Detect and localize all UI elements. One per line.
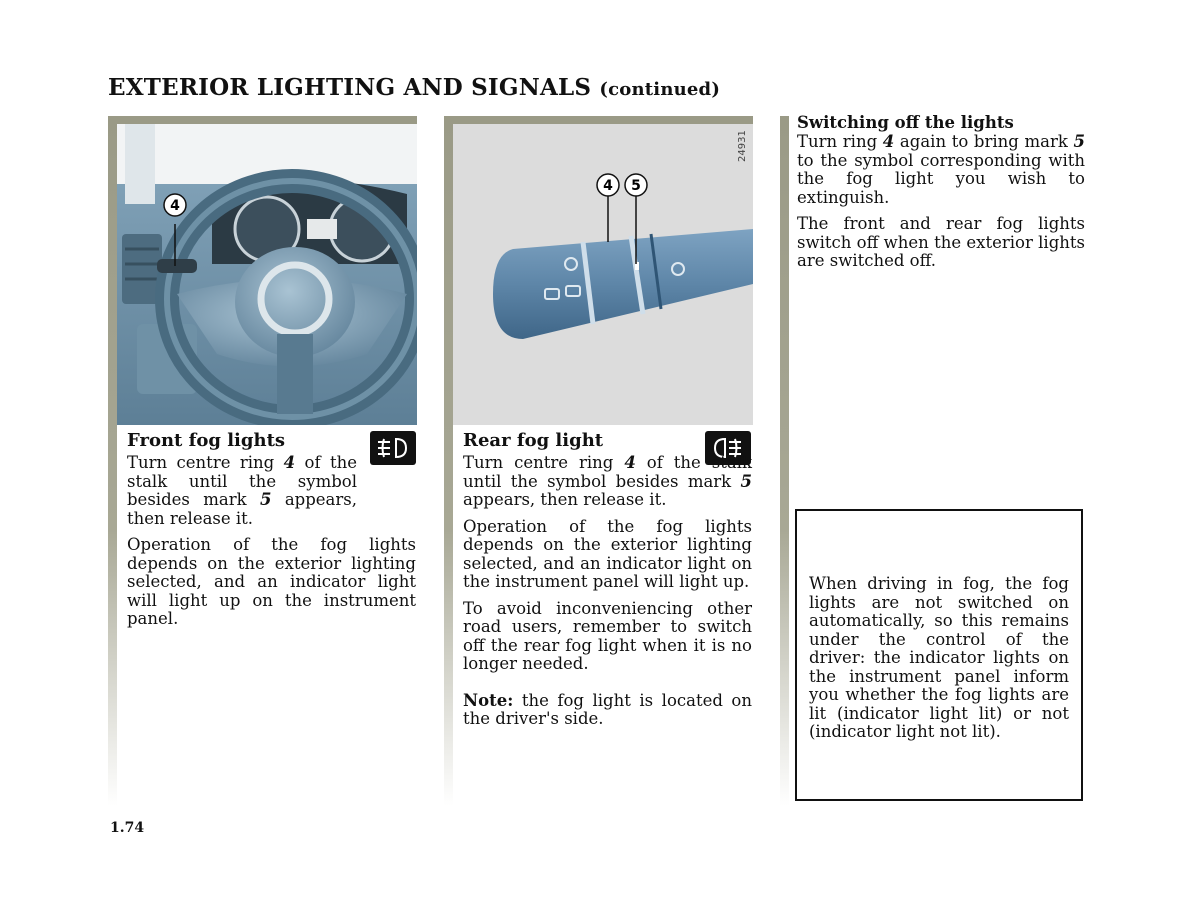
text: again to bring mark xyxy=(894,132,1074,151)
front-fog-lights-operation: Operation of the fog lights depends on the exterior lighting selected, and an indicator light will light up on the instrument panel. xyxy=(127,535,416,628)
left-top-rule xyxy=(108,116,417,124)
note-text: the fog light is located on the driver's side. xyxy=(463,690,752,728)
front-fog-lights-section xyxy=(127,430,416,637)
text: to the symbol corresponding with the fog light you wish to extinguish. xyxy=(797,150,1085,207)
left-column-rule xyxy=(108,116,117,806)
front-fog-lights-instructions xyxy=(127,454,357,528)
rear-fog-light-note xyxy=(463,692,752,729)
text: appears, then release it. xyxy=(127,490,357,528)
middle-top-rule xyxy=(444,116,753,124)
fog-warning-box xyxy=(795,509,1083,801)
mark-number: 5 xyxy=(740,471,752,491)
callout-4: 4 xyxy=(603,178,613,194)
switching-off-section xyxy=(797,113,1085,279)
rear-fog-light-heading: Rear fog light xyxy=(463,430,604,451)
text: of the stalk until the symbol besides mark xyxy=(463,453,752,491)
page-number: 1.74 xyxy=(110,820,145,836)
switching-off-info: The front and rear fog lights switch off when the exterior lights are switched off. xyxy=(797,214,1085,270)
ring-number: 4 xyxy=(624,453,636,472)
rear-fog-light-instructions xyxy=(463,454,752,510)
steering-wheel-illustration xyxy=(117,124,417,425)
callout-4: 4 xyxy=(170,198,180,214)
title-suffix: (continued) xyxy=(599,79,721,100)
right-column-rule xyxy=(780,116,789,806)
front-fog-lights-heading: Front fog lights xyxy=(127,430,286,451)
page-title xyxy=(108,74,720,101)
title-text: EXTERIOR LIGHTING AND SIGNALS xyxy=(108,74,592,101)
ring-number: 4 xyxy=(882,132,895,151)
switching-off-heading: Switching off the lights xyxy=(797,113,1014,132)
text: Turn centre ring xyxy=(463,453,625,472)
switching-off-instructions xyxy=(797,133,1085,207)
text: Turn centre ring xyxy=(127,453,284,472)
image-code: 24931 xyxy=(737,130,748,162)
rear-fog-light-advice: To avoid inconveniencing other road users, remember to switch off the rear fog light when it is no longer needed. xyxy=(463,598,752,673)
text: appears, then release it. xyxy=(463,490,667,509)
fog-warning-text: When driving in fog, the fog lights are not switched on automatically, so this remains under the control of the driver: the indicator lights on the instrument panel inform you whether the fog lights are lit (indicator light lit) or not (indicator light not lit). xyxy=(809,574,1069,741)
mark-number: 5 xyxy=(259,490,272,509)
middle-column-rule xyxy=(444,116,453,806)
text: Turn ring xyxy=(797,132,883,151)
rear-fog-light-operation: Operation of the fog lights depends on the exterior lighting selected, and an indicator light on the instrument panel will light up. xyxy=(463,516,752,591)
mark-number: 5 xyxy=(1073,132,1085,151)
callout-5: 5 xyxy=(631,178,641,194)
rear-fog-light-section xyxy=(463,430,752,737)
stalk-illustration xyxy=(453,124,753,425)
note-label: Note: xyxy=(463,690,514,710)
ring-number: 4 xyxy=(283,453,296,472)
text: of the stalk until the symbol besides mark xyxy=(127,453,357,509)
